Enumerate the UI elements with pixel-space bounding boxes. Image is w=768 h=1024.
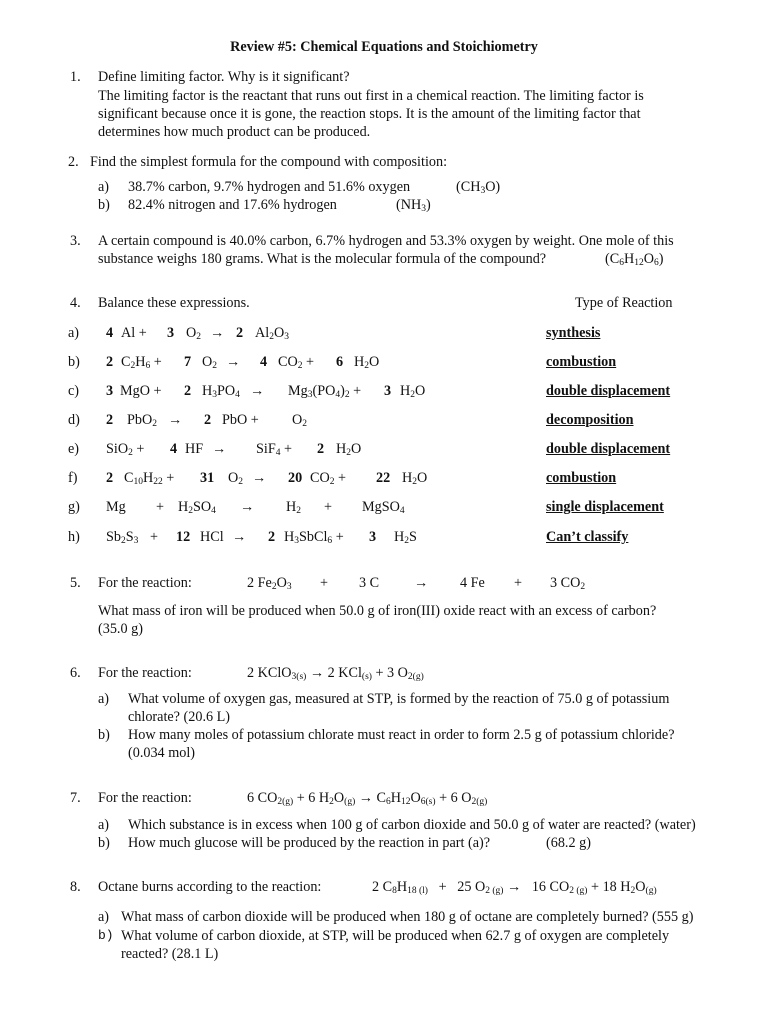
q7-equation: 6 $CO_{2(g)} + 6$ $H_2O_{(g)} \to C_6H_{12}O_{6(s)} + 6$ $O_{2(g)}$	[247, 790, 488, 807]
q5-question: What mass of iron will be produced when 50.0 g of iron(III) oxide react with an excess of carbon?	[98, 603, 657, 619]
q4-row-label: a)	[68, 325, 80, 341]
reaction-type: synthesis	[546, 325, 601, 341]
q4-row-label: d)	[68, 412, 80, 428]
q4-row-label: h)	[68, 529, 80, 545]
q4-row-label: g)	[68, 499, 80, 515]
reaction-type: Can’t classify	[546, 529, 629, 545]
q8b-text: reacted? (28.1 L)	[121, 946, 219, 962]
q2b-label: b)	[98, 197, 110, 213]
q2a-answer: $(CH_3O)$	[456, 179, 501, 196]
q6-number: 6.	[70, 665, 81, 681]
q6a-text: chlorate? (20.6 L)	[128, 709, 231, 725]
q7-number: 7.	[70, 790, 81, 806]
q6b-text: How many moles of potassium chlorate must react in order to form 2.5 g of potassium chloride?	[128, 727, 675, 743]
q6a-text: What volume of oxygen gas, measured at STP, is formed by the reaction of 75.0 g of potassium	[128, 691, 670, 707]
page-title: Review #5: Chemical Equations and Stoichiometry	[230, 39, 538, 55]
q2-number: 2.	[68, 154, 79, 170]
q3-line: substance weighs 180 grams. What is the molecular formula of the compound?	[98, 251, 547, 267]
reaction-type: decomposition	[546, 412, 634, 428]
q5-lead: For the reaction:	[98, 575, 192, 591]
reaction-type: double displacement	[546, 383, 671, 399]
reaction-type: combustion	[546, 354, 617, 370]
q1-number: 1.	[70, 69, 81, 85]
q8b-text: What volume of carbon dioxide, at STP, will be produced when 62.7 g of oxygen are completely	[121, 928, 670, 944]
q6a-label: a)	[98, 691, 110, 707]
q7a-text: Which substance is in excess when 100 g of carbon dioxide and 50.0 g of water are reacted? (water)	[128, 817, 696, 833]
q6-lead: For the reaction:	[98, 665, 192, 681]
q7b-text: How much glucose will be produced by the reaction in part (a)?	[128, 835, 491, 851]
q5-number: 5.	[70, 575, 81, 591]
q8a-text: What mass of carbon dioxide will be produced when 180 g of octane are completely burned? (555 g)	[121, 909, 694, 925]
q2b-answer: $(NH_3)$	[396, 197, 431, 214]
q6b-text: (0.034 mol)	[128, 745, 195, 761]
q6b-label: b)	[98, 727, 110, 743]
q4-prompt: Balance these expressions.	[98, 295, 250, 311]
q4-row-label: c)	[68, 383, 80, 399]
q8a-label: a)	[98, 909, 110, 925]
q8-lead: Octane burns according to the reaction:	[98, 879, 322, 895]
q1-question: Define limiting factor. Why is it significant?	[98, 69, 350, 85]
q8-number: 8.	[70, 879, 81, 895]
q4-number: 4.	[70, 295, 81, 311]
q7-lead: For the reaction:	[98, 790, 192, 806]
q2-question: Find the simplest formula for the compound with composition:	[90, 154, 448, 170]
q2a-label: a)	[98, 179, 110, 195]
q6-equation: 2 KClO$_{3(s)}$ → 2 KCl$_{(s)}$ + 3 $O_{2(g)}$	[247, 665, 424, 682]
q2a-text: 38.7% carbon, 9.7% hydrogen and 51.6% oxygen	[128, 179, 411, 195]
q8-equation: 2 $C_8H_{18 (l)}$ + 25 $O_{2 (g)}$ → 16 $CO_{2 (g)} + 18$ $H_2O_{(g)}$	[372, 879, 657, 896]
q7a-label: a)	[98, 817, 110, 833]
q7b-answer: (68.2 g)	[546, 835, 591, 851]
q3-number: 3.	[70, 233, 81, 249]
q1-answer-line: The limiting factor is the reactant that runs out first in a chemical reaction. The limiting factor is	[98, 88, 644, 104]
reaction-type: single displacement	[546, 499, 664, 515]
q2b-text: 82.4% nitrogen and 17.6% hydrogen	[128, 197, 337, 213]
q5-answer: (35.0 g)	[98, 621, 143, 637]
q1-answer-line: determines how much product can be produced.	[98, 124, 371, 140]
q4-type-header: Type of Reaction	[575, 295, 673, 311]
reaction-type: double displacement	[546, 441, 671, 457]
q1-answer-line: significant because once it is gone, the reaction stops. It is the amount of the limiting factor that	[98, 106, 641, 122]
q3-line: A certain compound is 40.0% carbon, 6.7% hydrogen and 53.3% oxygen by weight. One mole of this	[98, 233, 674, 249]
q8b-label: b)	[98, 928, 114, 943]
q3-answer: $(C_6H_{12}O_6)$	[605, 251, 664, 268]
q4-row-label: e)	[68, 441, 80, 457]
q7b-label: b)	[98, 835, 110, 851]
reaction-type: combustion	[546, 470, 617, 486]
q4-row-label: b)	[68, 354, 80, 370]
q4-row-label: f)	[68, 470, 78, 486]
